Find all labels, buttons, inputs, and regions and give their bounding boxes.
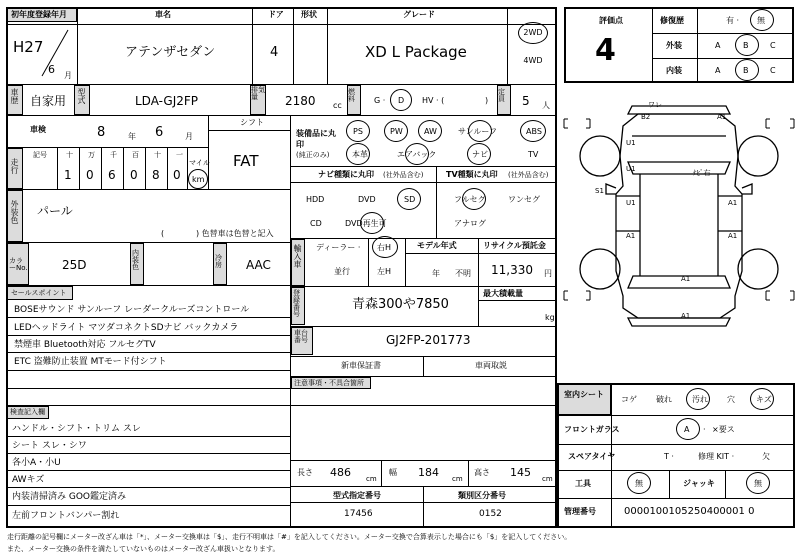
damage-label: ﾅﾋﾞ右 [693, 169, 711, 177]
line [7, 335, 290, 336]
line [290, 326, 557, 327]
int-grade-c: C [770, 66, 776, 75]
selected-circle [686, 388, 710, 410]
selected-circle [397, 188, 421, 210]
selected-circle [467, 143, 491, 165]
line [167, 148, 168, 189]
seat-option-burn: コゲ [621, 395, 637, 404]
selected-circle [360, 212, 384, 234]
length-value: 486 [330, 466, 351, 479]
ext-grade-a: A [715, 41, 721, 50]
color-no-label: カラーNo. [9, 257, 28, 272]
width-label: 幅 [389, 468, 397, 477]
damage-label: U1 [626, 199, 636, 207]
notes-label: 注意事項・不具合箇所 [294, 379, 364, 387]
line [7, 505, 290, 506]
selected-circle [750, 9, 774, 31]
line [7, 317, 290, 318]
score-label: 評価点 [599, 16, 623, 25]
first-reg-year: H27 [13, 38, 44, 56]
inspection-month: 6 [155, 125, 164, 140]
line [290, 502, 557, 503]
import-left-h: 左H [377, 267, 392, 276]
selected-circle [384, 120, 408, 142]
damage-label: A1 [728, 199, 738, 207]
tools-value: 無 [635, 479, 643, 488]
ext-grade-c: C [770, 41, 776, 50]
mileage-sub-label: 千 [110, 151, 117, 159]
damage-label: ワレ [648, 101, 662, 109]
line [208, 115, 209, 189]
line [436, 166, 437, 238]
line [478, 300, 557, 301]
damage-label: U1 [626, 165, 636, 173]
line [252, 8, 253, 84]
equip-ps[interactable]: PS [353, 127, 363, 136]
car-name-label: 車名 [155, 10, 171, 19]
max-load-label: 最大積載量 [483, 289, 523, 298]
shift-value: FAT [233, 152, 259, 170]
selected-circle [735, 59, 759, 81]
selected-circle [627, 472, 651, 494]
spare-label: スペアタイヤ [568, 452, 616, 461]
navi-sd[interactable]: SD [404, 195, 416, 204]
line [293, 8, 294, 84]
model-year-unit: 年 [432, 269, 440, 278]
line [478, 286, 479, 326]
navi-dvd[interactable]: DVD [358, 195, 376, 204]
grade-label: グレード [403, 10, 435, 19]
seat-label: 室内シート [564, 390, 604, 399]
drive-4wd: 4WD [523, 56, 543, 65]
line [7, 405, 557, 406]
equip-aw[interactable]: AW [424, 127, 437, 136]
windshield-x: ×要ス [712, 425, 735, 434]
line [7, 115, 556, 116]
displacement-value: 2180 [285, 94, 316, 108]
sales-line: LEDヘッドライト マツダコネクトSDナビ バックカメラ [14, 323, 239, 333]
navi-dvd-play[interactable]: DVD再生可 [345, 219, 387, 228]
fuel-hv: HV · ( [422, 96, 445, 105]
seat-option-tear: 破れ [656, 395, 672, 404]
line [290, 238, 557, 239]
import-right-h: 右H [377, 243, 392, 252]
import-label: 輸入車 [293, 244, 302, 268]
navi-cd[interactable]: CD [310, 219, 322, 228]
model-year-unknown: 不明 [455, 269, 471, 278]
selected-circle [746, 472, 770, 494]
capacity-value: 5 [522, 94, 530, 108]
class-no-label: 類別区分番号 [458, 491, 506, 500]
inspection-year: 8 [97, 125, 106, 140]
usage-value: 自家用 [30, 94, 67, 108]
selected-circle [418, 120, 442, 142]
tv-sub: (社外品含む) [508, 171, 549, 179]
int-color-label: 内装色 [132, 249, 139, 271]
line [327, 8, 328, 84]
selected-circle [520, 120, 546, 142]
damage-label: A1 [681, 275, 691, 283]
int-grade-b: B [743, 66, 749, 75]
mgmt-label: 管理番号 [564, 507, 596, 516]
class-no-value: 0152 [479, 509, 502, 519]
tv-fullseg[interactable]: フルセグ [454, 195, 486, 204]
line [558, 498, 794, 499]
jack-label: ジャッキ [683, 479, 715, 488]
ext-grade-b: B [743, 41, 749, 50]
repair-yes: 有 · [726, 16, 740, 25]
line [7, 470, 290, 471]
recycle-label: リサイクル預託金 [483, 241, 546, 250]
damage-label: B2 [641, 113, 651, 121]
width-value: 184 [418, 466, 439, 479]
cc-unit: cc [333, 101, 342, 110]
selected-circle [346, 143, 370, 165]
kg-unit: kg [545, 313, 555, 322]
line [478, 238, 479, 286]
grade-value: XD L Package [365, 43, 467, 61]
inspector-line: 左前フロントバンパー割れ [12, 511, 120, 521]
sales-label: セールスポイント [11, 289, 67, 297]
warranty-label: 新車保証書 [341, 361, 381, 370]
equip-leather[interactable]: 本革 [352, 150, 368, 159]
damage-label: A1 [626, 232, 636, 240]
equip-sunroof[interactable]: サンルーフ [458, 127, 497, 136]
inspector-line: ハンドル・シフト・トリム スレ [12, 424, 141, 434]
windshield-label: フロントガラス [564, 425, 620, 434]
fuel-g: G · [374, 96, 386, 105]
model-year-label: モデル年式 [417, 241, 457, 250]
equip-airbag[interactable]: エアバック [397, 150, 437, 159]
line [7, 352, 290, 353]
navi-sub: (社外品含む) [383, 171, 424, 179]
interior-label: 内装 [666, 66, 682, 75]
equip-tv[interactable]: TV [528, 150, 539, 159]
tv-label: TV種類に丸印 [446, 170, 498, 179]
line [652, 58, 793, 59]
line [7, 147, 208, 148]
line [381, 460, 382, 486]
door-count: 4 [270, 45, 279, 60]
color-note-open: ( [161, 229, 165, 238]
line [290, 405, 291, 527]
line [145, 148, 146, 189]
inspector-line: シート スレ・シワ [12, 441, 87, 451]
selected-circle [405, 143, 429, 165]
mileage-digit: 0 [86, 168, 94, 182]
length-label: 長さ [297, 468, 313, 477]
import-parallel: 並行 [334, 267, 350, 276]
line [697, 8, 698, 82]
inspector-line: 各小A・小U [12, 458, 61, 468]
selected-circle [518, 22, 548, 44]
inspector-line: AWキズ [12, 475, 45, 485]
tools-label: 工具 [575, 479, 591, 488]
equip-navi[interactable]: ナビ [472, 150, 488, 159]
month-unit: 月 [64, 71, 72, 80]
exterior-label: 外装 [666, 41, 682, 50]
equip-pw[interactable]: PW [390, 127, 403, 136]
reg-value: 青森300や7850 [352, 297, 449, 312]
footer-line: 走行距離の記号欄にメーター改ざん車は「*」、メーター交換車は「$」、走行不明車は「#」を記入してください。メーター交換で合算表示した場合にも「$」を記入してください。 [7, 533, 572, 541]
mileage-label: 走行 [10, 158, 19, 174]
drive-2wd: 2WD [523, 28, 543, 37]
navi-hdd[interactable]: HDD [306, 195, 325, 204]
chassis-label: 車台番号 [294, 329, 308, 344]
door-label: ドア [268, 10, 284, 19]
damage-label: S1 [595, 187, 604, 195]
recycle-amount: 11,330 [491, 263, 533, 277]
line [7, 189, 290, 190]
line [558, 470, 794, 471]
mileage-sub-label: 万 [88, 151, 95, 159]
height-value: 145 [510, 466, 531, 479]
color-no-value: 25D [62, 258, 87, 272]
ac-value: AAC [246, 258, 271, 272]
line [405, 238, 406, 286]
damage-label: A1 [681, 312, 691, 320]
fuel-label: 燃料 [348, 88, 355, 103]
sales-line: BOSEサウンド サンルーフ レーダークルーズコントロール [14, 305, 250, 315]
height-label: 高さ [474, 468, 490, 477]
mileage-sub-label: 百 [132, 151, 139, 159]
car-name: アテンザセダン [125, 45, 216, 60]
ext-color-label: 外装色 [10, 200, 19, 224]
ext-color-value: パール [37, 204, 73, 218]
usage-label: 車歴 [10, 88, 19, 104]
selected-circle [188, 169, 208, 189]
jack-value: 無 [754, 479, 762, 488]
line [368, 238, 369, 286]
inspection-label: 車検 [30, 125, 46, 134]
windshield-sep: · [703, 425, 706, 434]
mileage-digit: 6 [108, 168, 116, 182]
line [423, 356, 424, 376]
score-value: 4 [595, 33, 616, 68]
mileage-digit: 0 [130, 168, 138, 182]
selected-circle [372, 236, 398, 258]
line [79, 148, 80, 189]
inspector-label: 検査記入欄 [10, 408, 45, 416]
selected-circle [390, 89, 412, 111]
selected-circle [346, 120, 370, 142]
reg-label: 登録番号 [293, 289, 300, 318]
line [57, 148, 58, 189]
sales-line: 禁煙車 Bluetooth対応 フルセグTV [14, 340, 156, 350]
width-cm: cm [452, 475, 463, 483]
type-no-label: 型式指定番号 [333, 491, 381, 500]
mileage-digit: 0 [173, 168, 181, 182]
line [123, 148, 124, 189]
line [290, 460, 557, 461]
line [290, 166, 557, 167]
repair-no: 無 [757, 16, 765, 25]
mileage-sub-label: 記号 [33, 151, 47, 159]
line [558, 444, 794, 445]
line [405, 253, 557, 254]
line [652, 8, 653, 82]
repair-label: 修復歴 [660, 16, 684, 25]
selected-circle [735, 34, 759, 56]
inspector-line: 内装清掃済み GOO鑑定済み [12, 492, 127, 502]
spare-t: T · [664, 452, 674, 461]
model-value: LDA-GJ2FP [135, 94, 199, 108]
shift-label: シフト [240, 118, 264, 127]
line [7, 388, 290, 389]
line [7, 453, 290, 454]
spare-kit: 修理 KIT · [698, 452, 735, 461]
navi-label: ナビ種類に丸印 [318, 170, 374, 179]
mileage-digit: 1 [64, 168, 72, 182]
mileage-sub-label: 一 [176, 151, 183, 159]
import-dealer: ディーラー · [316, 243, 361, 252]
mileage-digit: 8 [152, 168, 160, 182]
int-grade-a: A [715, 66, 721, 75]
car-damage-diagram [560, 96, 798, 381]
seat-option-dirt: 汚れ [692, 395, 708, 404]
km-unit: km [192, 175, 205, 184]
selected-circle [676, 418, 700, 440]
color-note: ) 色替車は色替と記入 [196, 229, 274, 238]
line [7, 242, 290, 243]
equipment-label: 装備品に丸印 [296, 129, 336, 149]
selected-circle [750, 388, 774, 410]
line [669, 470, 670, 498]
line [468, 460, 469, 486]
person-unit: 人 [542, 101, 550, 110]
month-unit: 月 [185, 132, 193, 141]
ac-label: 冷房 [215, 254, 222, 269]
seat-option-hole: 穴 [727, 395, 735, 404]
capacity-label: 定員 [498, 88, 505, 103]
damage-label: A1 [717, 113, 727, 121]
model-label: 型式 [77, 88, 86, 104]
first-reg-label: 初年度登録年月 [11, 10, 67, 19]
equipment-sub: (純正のみ) [296, 151, 330, 159]
line [7, 24, 556, 25]
chassis-value: GJ2FP-201773 [386, 333, 471, 347]
type-no-value: 17456 [344, 509, 373, 519]
line [7, 487, 290, 488]
line [558, 415, 794, 416]
equip-abs[interactable]: ABS [526, 127, 542, 136]
shape-label: 形状 [301, 10, 317, 19]
manual-label: 車両取説 [475, 361, 507, 370]
line [7, 370, 290, 371]
line [7, 436, 290, 437]
selected-circle [468, 120, 492, 142]
line [290, 182, 557, 183]
year-unit: 年 [128, 132, 136, 141]
displacement-label: 排気量 [251, 86, 265, 101]
line [208, 130, 290, 131]
height-cm: cm [542, 475, 553, 483]
tv-oneseg[interactable]: ワンセグ [508, 195, 540, 204]
seat-option-scratch: キズ [756, 395, 772, 404]
tv-analog[interactable]: アナログ [454, 219, 486, 228]
line [507, 8, 508, 84]
yen-unit: 円 [544, 269, 552, 278]
mileage-sub-label: 十 [66, 151, 73, 159]
line [290, 286, 557, 287]
line [77, 8, 78, 84]
line [725, 470, 726, 498]
length-cm: cm [366, 475, 377, 483]
selected-circle [462, 188, 486, 210]
fuel-close: ) [485, 96, 489, 105]
first-reg-month: 6 [48, 63, 55, 76]
fuel-d: D [398, 96, 405, 105]
mileage-sub-label: 十 [154, 151, 161, 159]
windshield-a: A [684, 425, 690, 434]
line [652, 33, 793, 34]
line [423, 486, 424, 527]
mile-label: マイル [189, 159, 210, 167]
damage-label: U1 [626, 139, 636, 147]
spare-none: 欠 [762, 452, 770, 461]
sales-line: ETC 盗難防止装置 MTモード付シフト [14, 357, 167, 367]
footer-line: また、メーター交換の条件を満たしていないものはメーター改ざん車扱いとなります。 [7, 545, 280, 553]
line [101, 148, 102, 189]
mgmt-value: 0000100105250400001 0 [624, 506, 755, 517]
damage-label: A1 [728, 232, 738, 240]
